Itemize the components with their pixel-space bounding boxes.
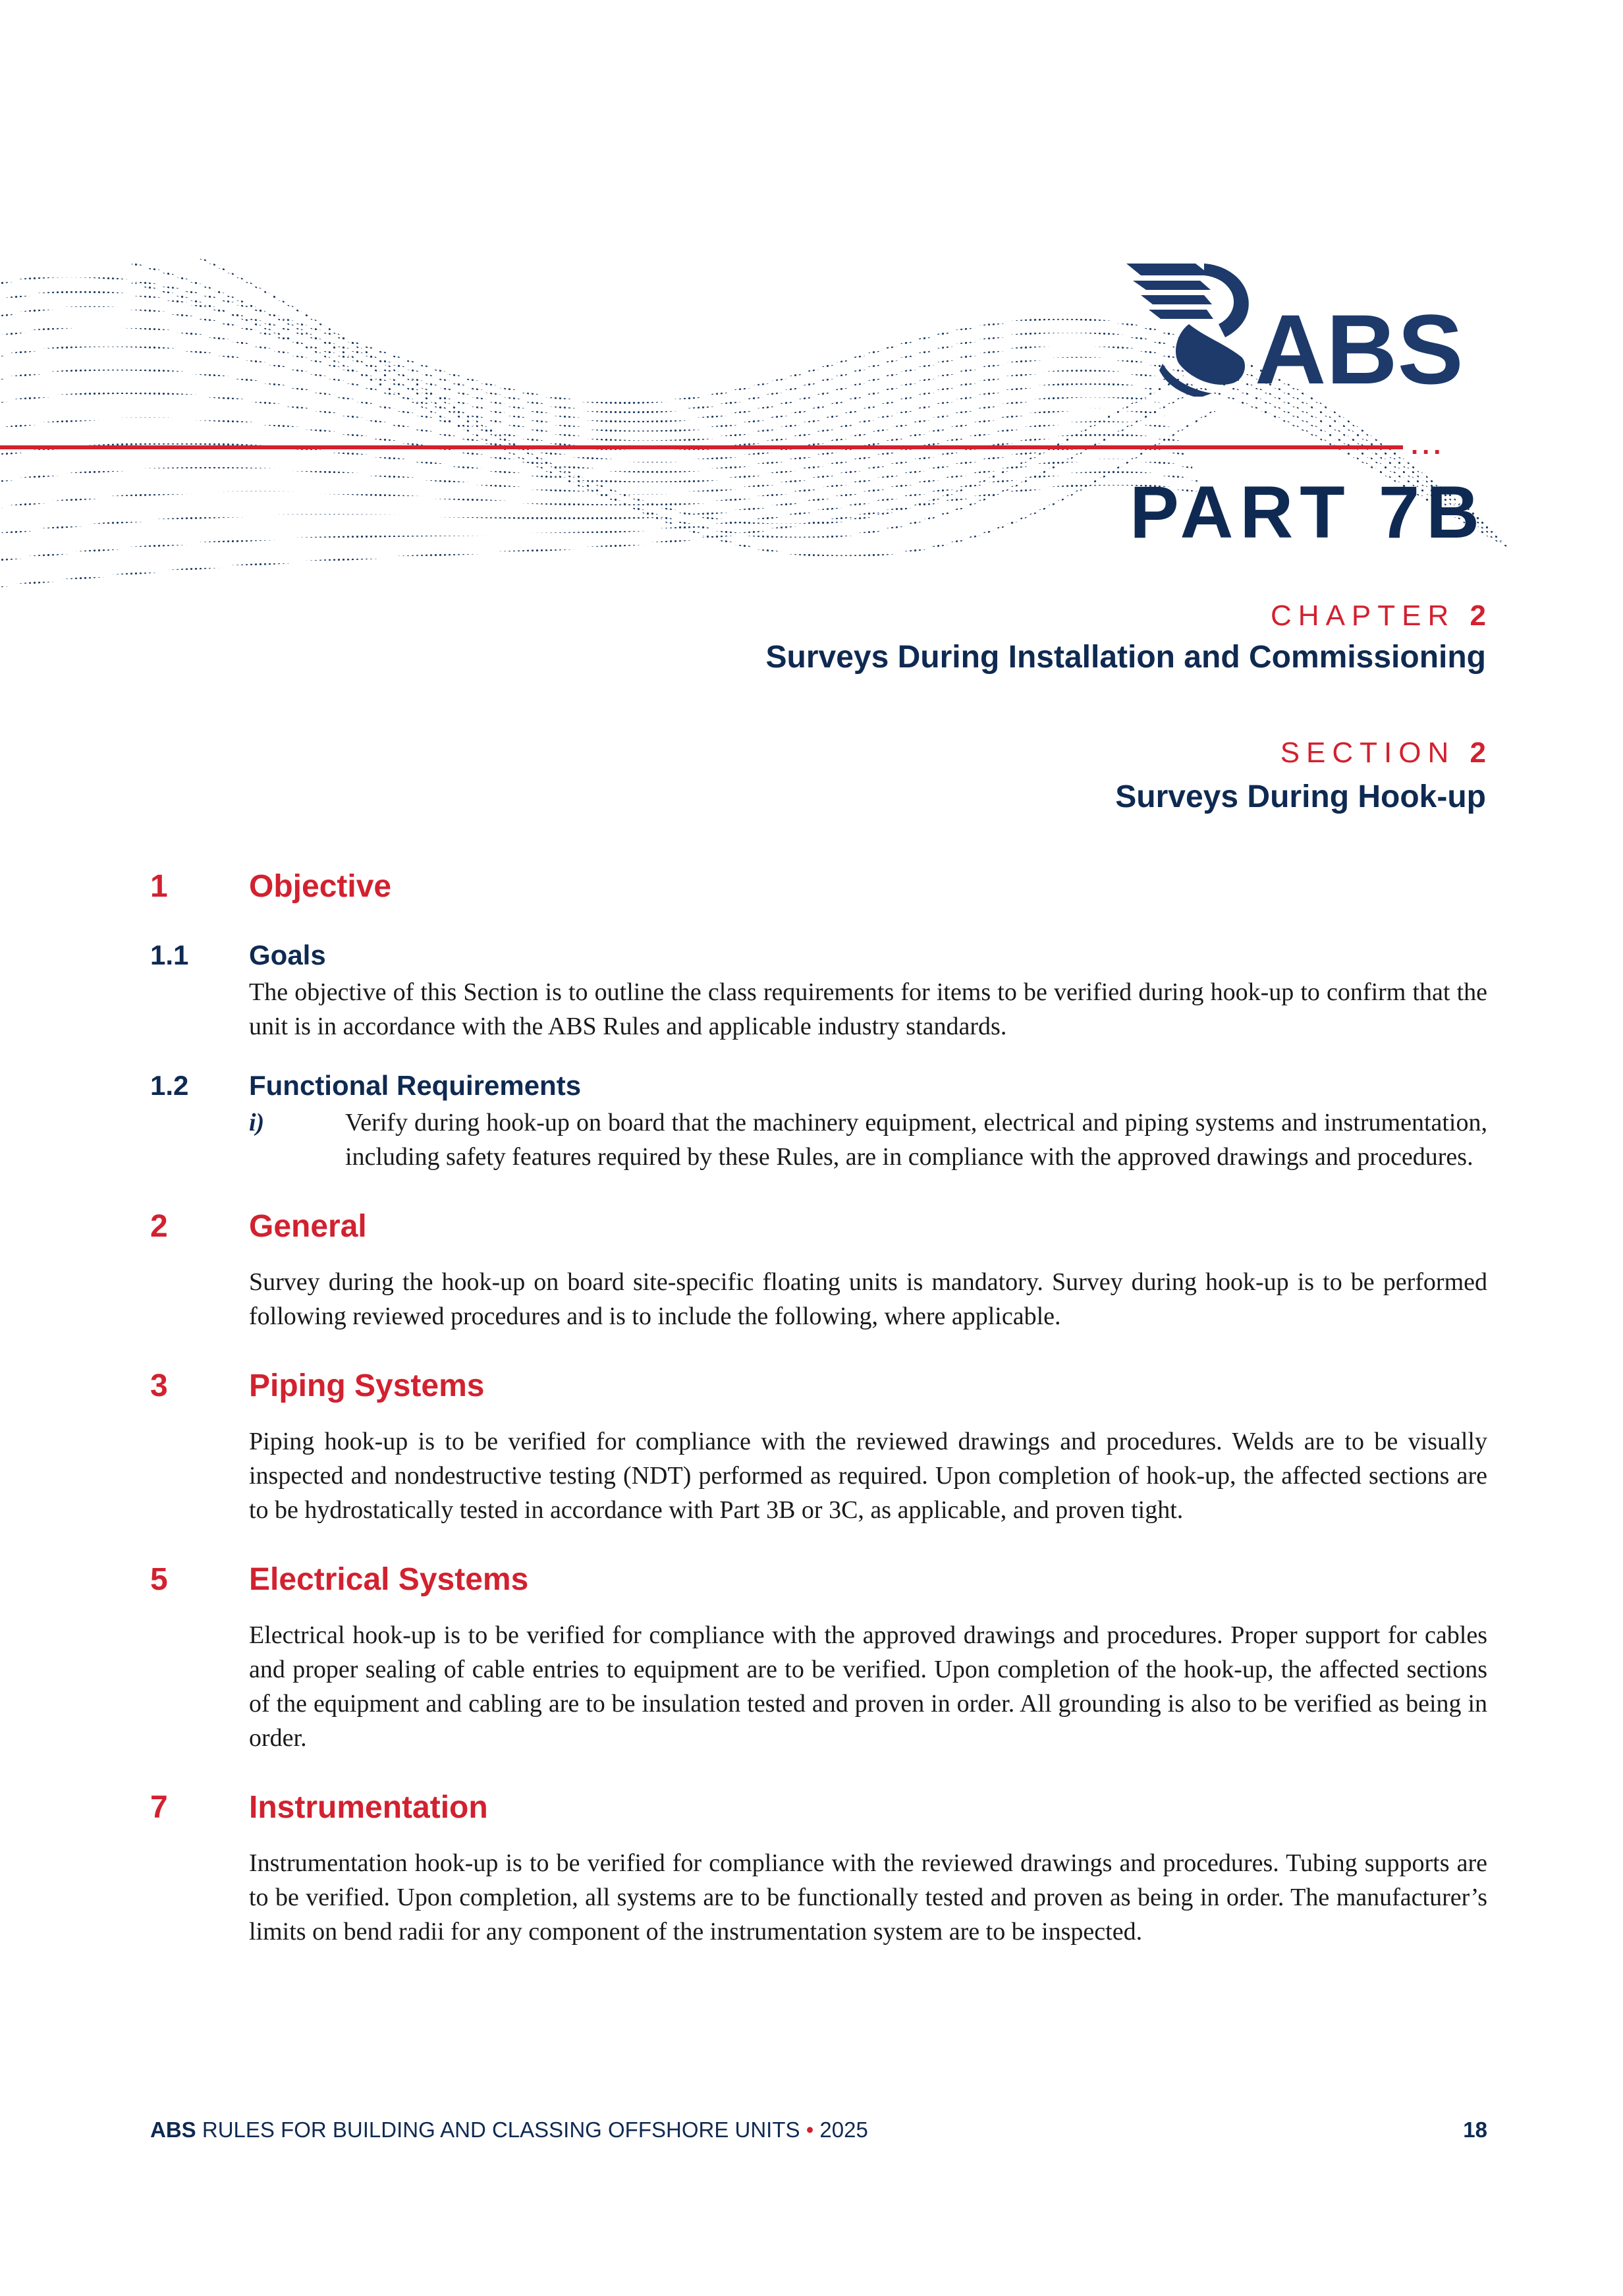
header-rule (0, 445, 1403, 449)
page-number: 18 (1463, 2117, 1487, 2142)
paragraph-instrumentation: Instrumentation hook-up is to be verified for compliance with the reviewed drawings and procedures. Tubing supports are to be verified. Upon completion, all systems are to be functionally tested and proven as being in order. The manufacturer’s limits on bend radii for any component of the instrumentation system are to be inspected. (249, 1849, 1487, 1946)
svg-text:ABS: ABS (1255, 294, 1464, 397)
chapter-title: Surveys During Installation and Commissioning (765, 640, 1486, 675)
eagle-emblem-icon (1126, 264, 1249, 397)
list-item-text: Verify during hook-up on board that the machinery equipment, electrical and piping systems and instrumentation, including safety features required by these Rules, are in compliance with the approved drawings and procedures. (345, 1109, 1487, 1171)
heading-general: 2 General (150, 1209, 367, 1244)
list-item (249, 1106, 1487, 1174)
page-footer (150, 2117, 1487, 2142)
heading-functional-requirements: 1.2 Functional Requirements (150, 1070, 582, 1101)
paragraph-goals: The objective of this Section is to outline the class requirements for items to be verified during hook-up to confirm that the unit is in accordance with the ABS Rules and applicable industry standards. (249, 978, 1487, 1040)
list-item-label: i) (249, 1109, 265, 1136)
main-content (150, 860, 1487, 1949)
heading-instrumentation: 7 Instrumentation (150, 1790, 488, 1825)
abs-logo (1126, 258, 1475, 397)
section-number: 2 (1470, 737, 1486, 769)
heading-goals: 1.1 Goals (150, 939, 326, 970)
heading-piping-systems: 3 Piping Systems (150, 1368, 485, 1403)
section-label: SECTION 2 (1280, 737, 1486, 769)
part-title: PART 7B (1130, 471, 1486, 553)
paragraph-general: Survey during the hook-up on board site-specific floating units is mandatory. Survey during hook-up is to be performed following reviewed procedures and is to include the following, where applicable. (249, 1268, 1487, 1330)
heading-electrical-systems: 5 Electrical Systems (150, 1562, 529, 1597)
footer-title: ABS RULES FOR BUILDING AND CLASSING OFFSHORE UNITS • 2025 (150, 2117, 868, 2142)
paragraph-piping-systems: Piping hook-up is to be verified for compliance with the reviewed drawings and procedures. Welds are to be visually inspected and nondestructive testing (NDT) performed as required. Upon completion of hook-up, the affected sections are to be hydrostatically tested in accordance with Part 3B or 3C, as applicable, and proven tight. (249, 1428, 1487, 1524)
header-ellipsis: ... (1411, 431, 1445, 460)
chapter-number: 2 (1470, 600, 1486, 632)
heading-objective: 1 Objective (150, 869, 392, 904)
chapter-label: CHAPTER 2 (1271, 600, 1486, 632)
paragraph-electrical-systems: Electrical hook-up is to be verified for compliance with the approved drawings and procedures. Proper support for cables and proper sealing of cable entries to equipment are to be verified. Upon completion of the hook-up, the affected sections of the equipment and cabling are to be insulation tested and proven in order. All grounding is also to be verified as being in order. (249, 1621, 1487, 1752)
section-title: Surveys During Hook-up (1115, 779, 1486, 814)
